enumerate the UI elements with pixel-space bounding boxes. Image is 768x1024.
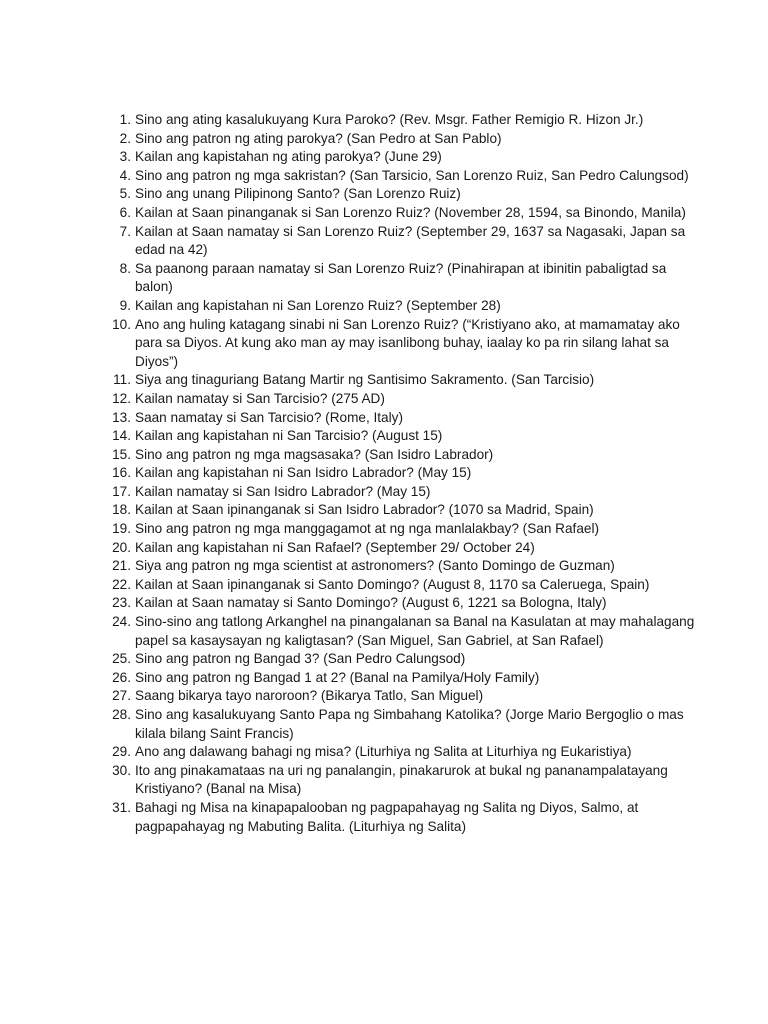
list-item <box>106 148 706 167</box>
list-item <box>106 613 706 650</box>
list-item-text: Kailan ang kapistahan ng ating parokya? (June 29) <box>135 149 442 165</box>
list-item-text: Kailan ang kapistahan ni San Tarcisio? (August 15) <box>135 428 443 444</box>
list-item <box>106 204 706 223</box>
list-item-text: Sino ang unang Pilipinong Santo? (San Lorenzo Ruiz) <box>135 186 461 202</box>
list-item <box>106 557 706 576</box>
list-item-text: Sino ang kasalukuyang Santo Papa ng Simbahang Katolika? (Jorge Mario Bergoglio o mas kilala bilang Saint Francis) <box>135 707 684 741</box>
list-item-text: Sino ang patron ng mga magsasaka? (San Isidro Labrador) <box>135 446 494 462</box>
list-item-number: 22. <box>112 576 131 592</box>
list-item-text: Kailan at Saan pinanganak si San Lorenzo Ruiz? (November 28, 1594, sa Binondo, Manila) <box>135 204 686 220</box>
list-item <box>106 223 706 260</box>
list-item-number: 13. <box>112 409 131 425</box>
list-item <box>106 167 706 186</box>
list-item-text: Saan namatay si San Tarcisio? (Rome, Italy) <box>135 409 403 425</box>
list-item-text: Siya ang patron ng mga scientist at astronomers? (Santo Domingo de Guzman) <box>135 558 615 574</box>
list-item-number: 3. <box>119 149 131 165</box>
question-list <box>106 111 706 836</box>
list-item-number: 2. <box>119 130 131 146</box>
list-item-number: 5. <box>119 186 131 202</box>
list-item <box>106 297 706 316</box>
list-item <box>106 706 706 743</box>
list-item-text: Ito ang pinakamataas na uri ng panalangin, pinakarurok at bukal ng pananampalatayang Kristiyano? (Banal na Misa) <box>135 762 668 797</box>
list-item-number: 11. <box>113 372 131 388</box>
list-item <box>106 669 706 688</box>
list-item-number: 17. <box>112 483 131 499</box>
list-item <box>106 371 706 390</box>
list-item <box>106 762 706 799</box>
list-item-number: 7. <box>119 223 131 239</box>
list-item-text: Sino ang patron ng mga manggagamot at ng nga manlalakbay? (San Rafael) <box>135 521 599 537</box>
list-item <box>106 130 706 149</box>
list-item <box>106 185 706 204</box>
list-item <box>106 316 706 372</box>
list-item <box>106 576 706 595</box>
list-item <box>106 446 706 465</box>
list-item-number: 23. <box>112 595 131 611</box>
list-item-number: 18. <box>112 502 131 518</box>
list-item-number: 31. <box>112 799 131 815</box>
list-item-text: Kailan at Saan namatay si Santo Domingo? (August 6, 1221 sa Bologna, Italy) <box>135 595 607 611</box>
list-item-number: 29. <box>112 744 131 760</box>
list-item-text: Kailan ang kapistahan ni San Rafael? (September 29/ October 24) <box>135 539 535 555</box>
list-item-text: Bahagi ng Misa na kinapapalooban ng pagpapahayag ng Salita ng Diyos, Salmo, at pagpapahayag ng Mabuting Balita. (Liturhiya ng Salita) <box>135 799 639 834</box>
list-item-text: Saang bikarya tayo naroroon? (Bikarya Tatlo, San Miguel) <box>135 688 484 704</box>
list-item-number: 19. <box>112 521 131 537</box>
list-item-text: Kailan ang kapistahan ni San Isidro Labrador? (May 15) <box>135 465 472 481</box>
list-item-text: Kailan namatay si San Tarcisio? (275 AD) <box>135 390 385 406</box>
list-item <box>106 594 706 613</box>
list-item-number: 20. <box>112 539 131 555</box>
list-item-text: Kailan at Saan ipinanganak si San Isidro Labrador? (1070 sa Madrid, Spain) <box>135 502 594 518</box>
list-item <box>106 483 706 502</box>
list-item-number: 26. <box>112 669 131 685</box>
list-item-text: Kailan ang kapistahan ni San Lorenzo Ruiz? (September 28) <box>135 297 501 313</box>
list-item-text: Kailan namatay si San Isidro Labrador? (May 15) <box>135 483 431 499</box>
list-item-number: 9. <box>119 297 131 313</box>
list-item-text: Kailan at Saan ipinanganak si Santo Domingo? (August 8, 1170 sa Caleruega, Spain) <box>135 576 650 592</box>
list-item-number: 10. <box>112 316 131 332</box>
list-item-text: Sino ang patron ng Bangad 3? (San Pedro Calungsod) <box>135 651 466 667</box>
list-item <box>106 539 706 558</box>
list-item <box>106 687 706 706</box>
list-item <box>106 501 706 520</box>
list-item-number: 21. <box>112 558 131 574</box>
list-item-text: Sa paanong paraan namatay si San Lorenzo Ruiz? (Pinahirapan at ibinitin pabaligtad sa balon) <box>135 260 667 295</box>
list-item-text: Ano ang huling katagang sinabi ni San Lorenzo Ruiz? (“Kristiyano ako, at mamamatay ako para sa Diyos. At kung ako man ay may isanlibong buhay, iaalay ko pa rin silang lahat sa Diyos”) <box>135 316 680 369</box>
list-item <box>106 520 706 539</box>
list-item-number: 1. <box>119 112 131 127</box>
list-item-number: 27. <box>112 688 131 704</box>
list-item-number: 14. <box>112 428 131 444</box>
list-item <box>106 111 706 130</box>
list-item-number: 4. <box>119 167 131 183</box>
list-item-text: Sino ang patron ng mga sakristan? (San Tarsicio, San Lorenzo Ruiz, San Pedro Calungsod) <box>135 167 689 183</box>
list-item <box>106 260 706 297</box>
list-item-number: 28. <box>112 707 131 722</box>
list-item-text: Siya ang tinaguriang Batang Martir ng Santisimo Sakramento. (San Tarcisio) <box>135 372 595 388</box>
list-item-number: 12. <box>112 390 131 406</box>
list-item-text: Sino ang patron ng ating parokya? (San Pedro at San Pablo) <box>135 130 502 146</box>
list-item-text: Sino ang ating kasalukuyang Kura Paroko? (Rev. Msgr. Father Remigio R. Hizon Jr.) <box>135 112 644 127</box>
list-item <box>106 409 706 428</box>
list-item-text: Sino-sino ang tatlong Arkanghel na pinangalanan sa Banal na Kasulatan at may mahalagang papel sa kasaysayan ng kaligtasan? (San Miguel, San Gabriel, at San Rafael) <box>135 614 695 648</box>
list-item-number: 6. <box>119 204 131 220</box>
list-item-number: 8. <box>119 260 131 276</box>
list-item <box>106 743 706 762</box>
list-item-text: Ano ang dalawang bahagi ng misa? (Liturhiya ng Salita at Liturhiya ng Eukaristiya) <box>135 744 632 760</box>
list-item-text: Kailan at Saan namatay si San Lorenzo Ruiz? (September 29, 1637 sa Nagasaki, Japan sa edad na 42) <box>135 223 686 258</box>
list-item-number: 30. <box>112 762 131 778</box>
list-item-number: 24. <box>112 614 131 630</box>
list-item-number: 15. <box>112 446 131 462</box>
list-item <box>106 390 706 409</box>
list-item <box>106 427 706 446</box>
list-item <box>106 799 706 836</box>
list-item <box>106 650 706 669</box>
list-item-number: 25. <box>112 651 131 667</box>
list-item <box>106 464 706 483</box>
list-item-number: 16. <box>112 465 131 481</box>
list-item-text: Sino ang patron ng Bangad 1 at 2? (Banal na Pamilya/Holy Family) <box>135 669 540 685</box>
